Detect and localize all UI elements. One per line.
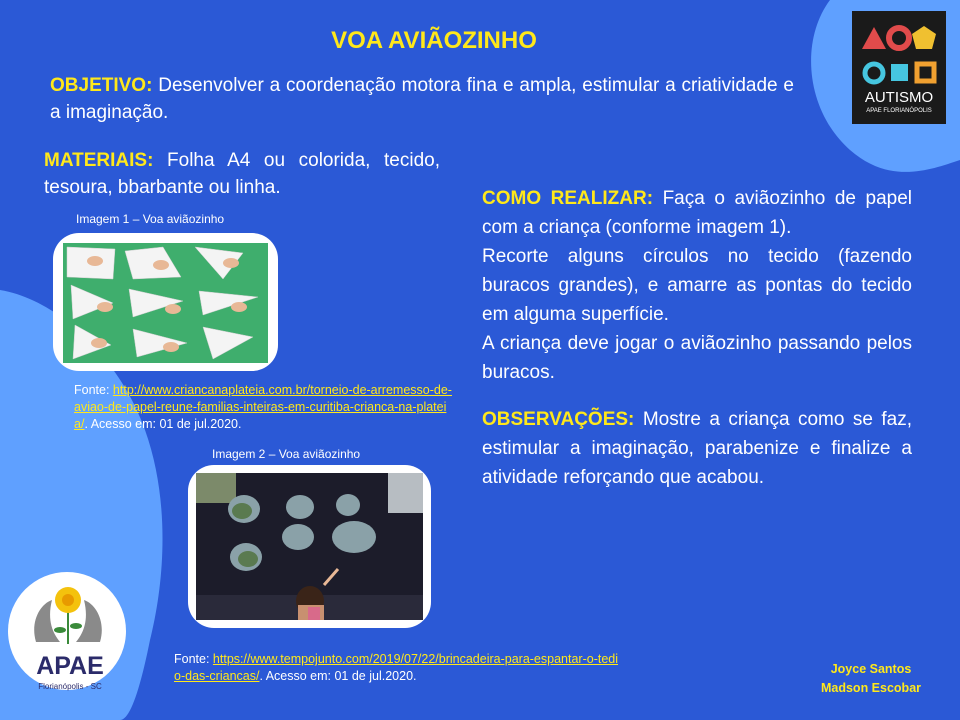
materiais-label: MATERIAIS: bbox=[44, 150, 154, 171]
objetivo-label: OBJETIVO: bbox=[50, 75, 153, 96]
objetivo-paragraph bbox=[50, 72, 794, 126]
image1-caption: Imagem 1 – Voa aviãozinho bbox=[76, 212, 225, 226]
apae-logo-text: APAE bbox=[36, 652, 104, 680]
source2-prefix: Fonte: bbox=[174, 652, 213, 666]
materiais-text: Folha A4 ou colorida, tecido, tesoura, bbarbante ou linha. bbox=[44, 150, 441, 198]
objetivo-text: Desenvolver a coordenação motora fina e ampla, estimular a criatividade e a imaginação. bbox=[50, 75, 795, 123]
source2-text bbox=[174, 651, 624, 685]
credit-line1: Joyce Santos bbox=[830, 662, 912, 676]
paper-airplane-steps-image bbox=[53, 233, 278, 371]
observacoes-paragraph bbox=[482, 405, 912, 492]
autismo-logo-subtext: APAE FLORIANÓPOLIS bbox=[866, 108, 932, 114]
como-realizar-text2: Recorte alguns círculos no tecido (fazendo buracos grandes), e amarre as pontas do tecido em alguma superfície. bbox=[482, 246, 912, 325]
como-realizar-text1: Faça o aviãozinho de papel com a criança (conforme imagem 1). bbox=[482, 188, 913, 238]
image2-caption: Imagem 2 – Voa aviãozinho bbox=[212, 447, 361, 461]
source1-link[interactable]: http://www.criancanaplateia.com.br/torneio-de-arremesso-de-aviao-de-papel-reune-familias-inteiras-em-curitiba-crianca-na-plateia/ bbox=[74, 383, 452, 431]
como-realizar-line1 bbox=[482, 184, 912, 242]
source2-link[interactable]: https://www.tempojunto.com/2019/07/22/brincadeira-para-espantar-o-tedio-das-criancas/ bbox=[174, 652, 619, 683]
image1-frame bbox=[53, 233, 278, 371]
source2-suffix: . Acesso em: 01 de jul.2020. bbox=[259, 669, 417, 683]
source1-text bbox=[74, 382, 454, 433]
apae-flower-icon bbox=[30, 582, 106, 646]
observacoes-text: Mostre a criança como se faz, estimular a imaginação, parabenize e finalize a atividade reforçando que acabou. bbox=[482, 409, 912, 488]
source1-suffix: . Acesso em: 01 de jul.2020. bbox=[84, 417, 242, 431]
image2-frame bbox=[188, 465, 431, 628]
como-realizar-text3: A criança deve jogar o aviãozinho passando pelos buracos. bbox=[482, 333, 912, 383]
apae-logo-subtext: Florianópolis - SC bbox=[38, 682, 102, 691]
credits bbox=[800, 660, 942, 698]
materiais-paragraph bbox=[44, 147, 440, 201]
source1-prefix: Fonte: bbox=[74, 383, 113, 397]
como-realizar-label: COMO REALIZAR: bbox=[482, 188, 654, 209]
autismo-logo-text: AUTISMO bbox=[864, 89, 934, 106]
page-title: VOA AVIÃOZINHO bbox=[331, 27, 537, 54]
como-realizar-paragraph bbox=[482, 184, 912, 387]
fabric-with-holes-image bbox=[188, 465, 431, 628]
credit-line2: Madson Escobar bbox=[820, 681, 922, 695]
apae-logo bbox=[16, 566, 124, 716]
observacoes-label: OBSERVAÇÕES: bbox=[482, 409, 635, 430]
